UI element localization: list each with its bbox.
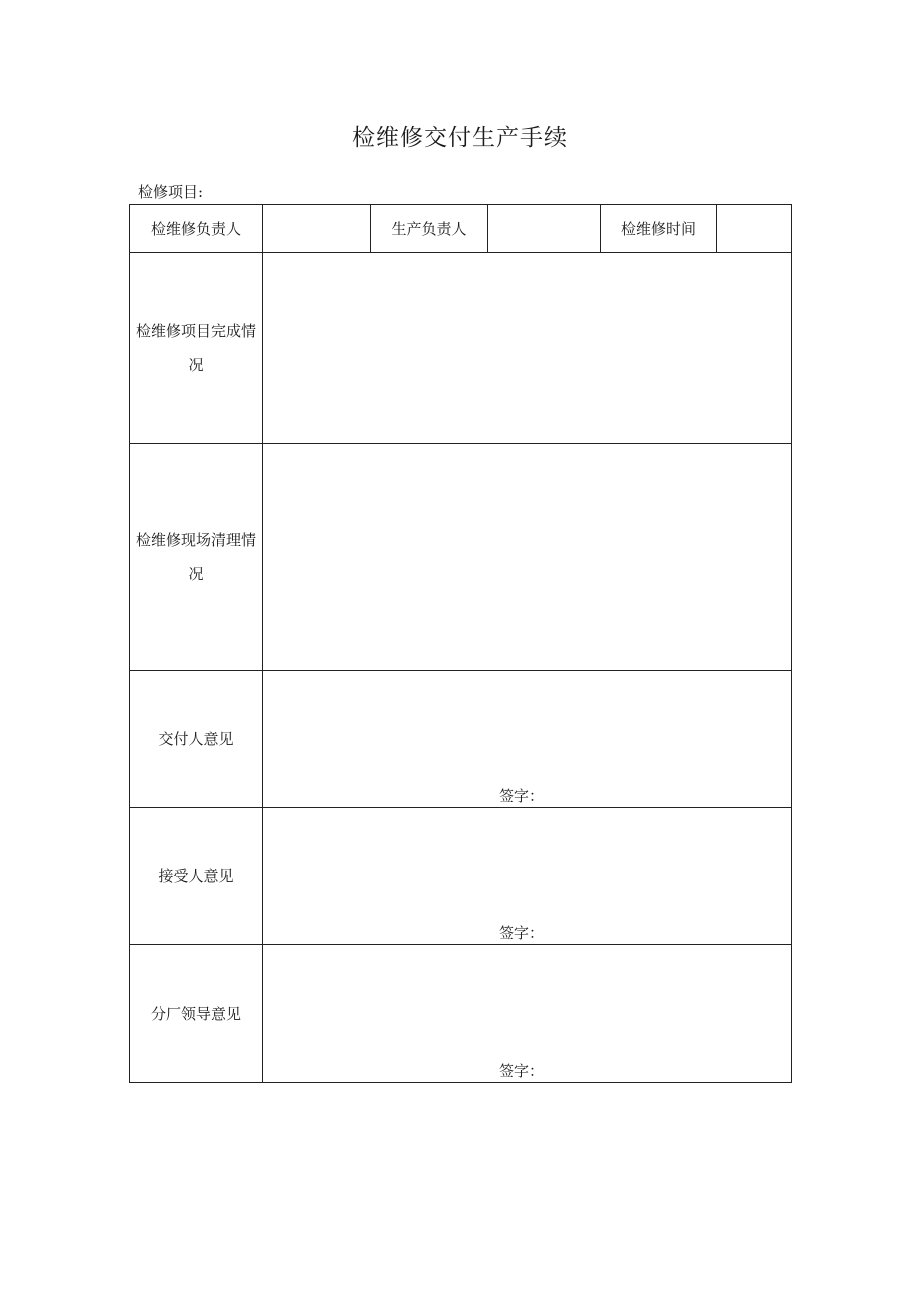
deliverer-opinion-field[interactable] bbox=[263, 671, 792, 808]
deliverer-row bbox=[130, 671, 792, 808]
deliverer-signature-label: 签字： bbox=[499, 787, 545, 805]
cleanup-row bbox=[130, 444, 792, 671]
maintenance-lead-label: 检维修负责人 bbox=[130, 205, 263, 253]
receiver-signature-label: 签字： bbox=[499, 924, 545, 942]
project-label: 检修项目: bbox=[138, 183, 204, 201]
branch-leader-label: 分厂领导意见 bbox=[130, 945, 263, 1083]
completion-row bbox=[130, 253, 792, 444]
cleanup-label-text: 检维修现场清理情况 bbox=[136, 531, 257, 583]
receiver-label: 接受人意见 bbox=[130, 808, 263, 945]
production-lead-label: 生产负责人 bbox=[371, 205, 488, 253]
completion-label bbox=[130, 253, 263, 444]
document-title: 检维修交付生产手续 bbox=[352, 125, 568, 151]
production-lead-field[interactable] bbox=[488, 205, 601, 253]
cleanup-label bbox=[130, 444, 263, 671]
maintenance-lead-field[interactable] bbox=[263, 205, 371, 253]
completion-label-text: 检维修项目完成情况 bbox=[136, 322, 257, 374]
deliverer-label: 交付人意见 bbox=[130, 671, 263, 808]
receiver-row bbox=[130, 808, 792, 945]
receiver-opinion-field[interactable] bbox=[263, 808, 792, 945]
maintenance-time-label: 检维修时间 bbox=[601, 205, 717, 253]
maintenance-time-field[interactable] bbox=[717, 205, 792, 253]
completion-field[interactable] bbox=[263, 253, 792, 444]
branch-leader-signature-label: 签字： bbox=[499, 1062, 545, 1080]
handover-form-table bbox=[129, 204, 792, 1083]
cleanup-field[interactable] bbox=[263, 444, 792, 671]
branch-leader-opinion-field[interactable] bbox=[263, 945, 792, 1083]
header-row bbox=[130, 205, 792, 253]
branch-leader-row bbox=[130, 945, 792, 1083]
